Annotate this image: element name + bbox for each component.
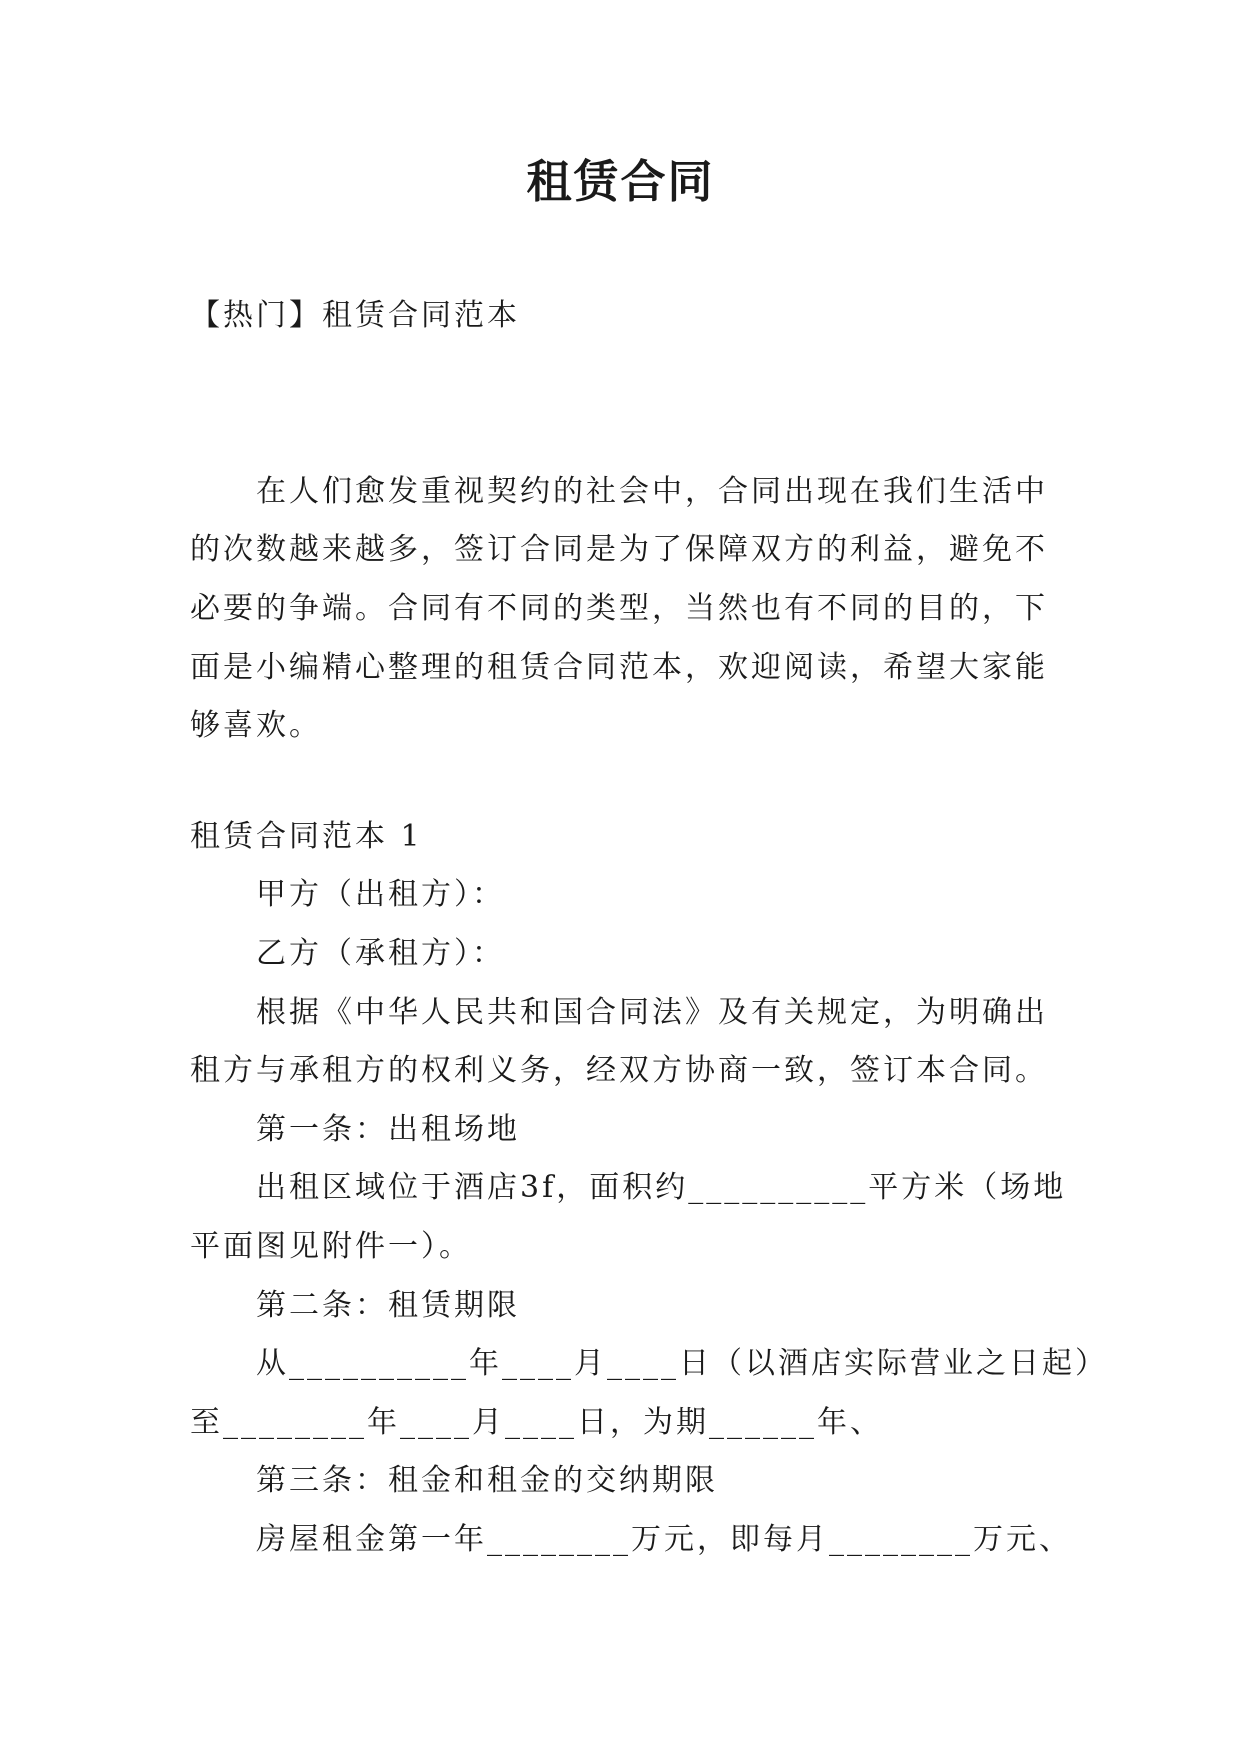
contract-heading: 租赁合同范本 1: [190, 818, 423, 854]
intro-line: 在人们愈发重视契约的社会中，合同出现在我们生活中: [256, 473, 1048, 509]
article-line: 至________年____月____日，为期______年、: [190, 1404, 883, 1440]
party-a-label: 甲方（出租方）：: [256, 877, 505, 913]
intro-line: 的次数越来越多，签订合同是为了保障双方的利益，避免不: [190, 532, 1048, 568]
preamble-line: 租方与承租方的权利义务，经双方协商一致，签订本合同。: [190, 1053, 1048, 1089]
document-title: 租赁合同: [526, 155, 715, 208]
article-heading: 第三条：租金和租金的交纳期限: [256, 1463, 718, 1499]
document-subtitle: 【热门】租赁合同范本: [190, 298, 520, 333]
intro-line: 面是小编精心整理的租赁合同范本，欢迎阅读，希望大家能: [190, 649, 1048, 685]
article-line: 房屋租金第一年________万元，即每月________万元、: [256, 1521, 1072, 1557]
party-b-label: 乙方（承租方）：: [256, 935, 505, 971]
intro-line: 够喜欢。: [190, 708, 322, 744]
preamble-line: 根据《中华人民共和国合同法》及有关规定，为明确出: [256, 994, 1048, 1030]
article-heading: 第一条：出租场地: [256, 1111, 520, 1147]
article-1: [190, 1101, 1090, 1277]
document-body: [190, 287, 1108, 1569]
intro-paragraph: [190, 463, 1090, 756]
contract-preamble: [190, 984, 1090, 1101]
intro-line: 必要的争端。合同有不同的类型，当然也有不同的目的，下: [190, 590, 1048, 626]
article-line: 从__________年____月____日（以酒店实际营业之日起）: [256, 1346, 1108, 1382]
article-line: 出租区域位于酒店3f，面积约__________平方米（场地: [256, 1170, 1067, 1206]
article-line: 平面图见附件一）。: [190, 1228, 472, 1264]
contract-section: [190, 808, 1108, 1570]
article-heading: 第二条：租赁期限: [256, 1287, 520, 1323]
article-2: [190, 1277, 1108, 1453]
article-3: [190, 1452, 1090, 1569]
